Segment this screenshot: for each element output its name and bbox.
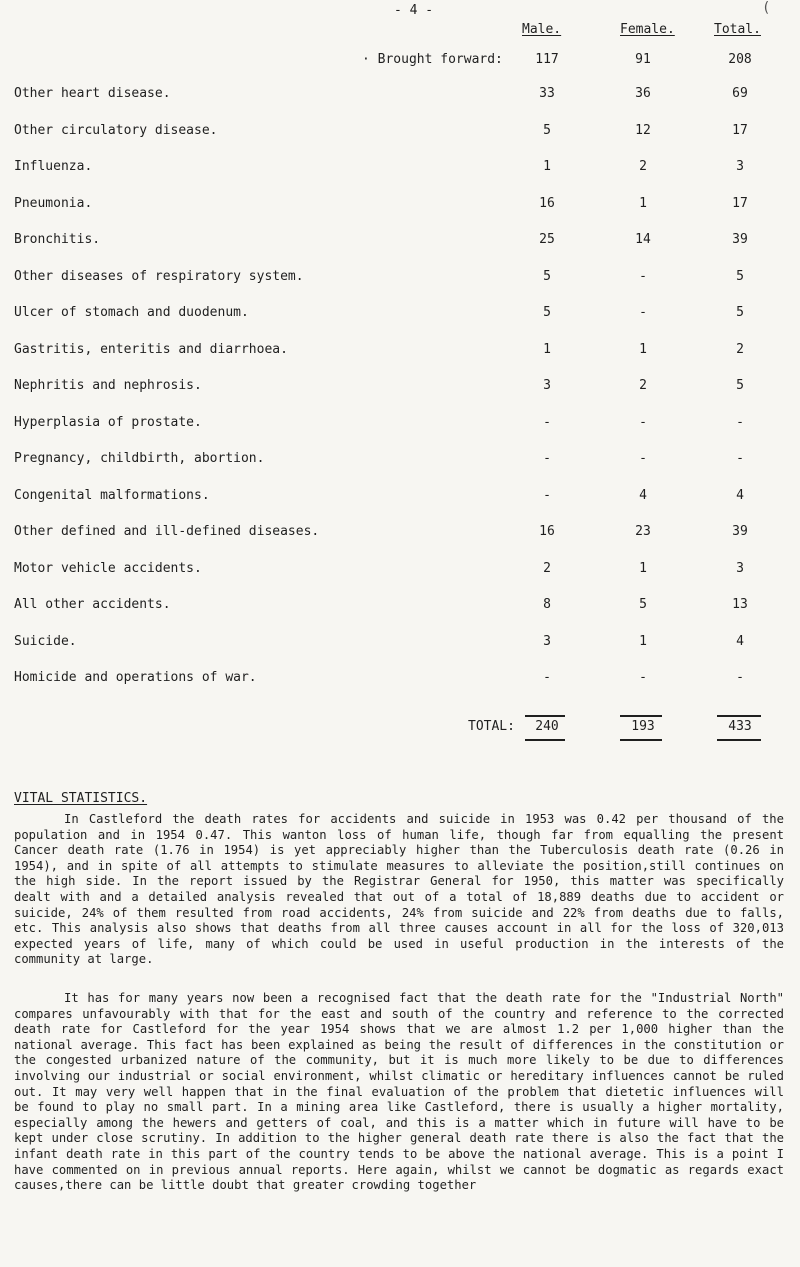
female-value: 12	[635, 122, 651, 138]
row-label: Motor vehicle accidents.	[14, 560, 202, 576]
totals-underline-total	[717, 739, 761, 741]
male-value: 5	[543, 268, 551, 284]
female-value: -	[639, 268, 647, 284]
row-label: · Brought forward:	[362, 52, 503, 67]
row-label: Other circulatory disease.	[14, 122, 218, 138]
female-value: 1	[639, 633, 647, 649]
female-value: 91	[635, 52, 651, 67]
female-value: 36	[635, 86, 651, 101]
male-value: 5	[543, 122, 551, 138]
row-label: Nephritis and nephrosis.	[14, 378, 202, 393]
column-header-female: Female.	[620, 22, 675, 37]
row-label: Bronchitis.	[14, 232, 101, 247]
male-value: 5	[543, 305, 551, 320]
male-value: 3	[543, 378, 551, 393]
female-value: 1	[639, 560, 647, 576]
female-value: 1	[639, 195, 647, 211]
female-value: -	[639, 305, 647, 320]
row-label: Homicide and operations of war.	[14, 670, 257, 685]
row-label: Hyperplasia of prostate.	[14, 414, 202, 430]
row-label: Congenital malformations.	[14, 487, 210, 503]
male-value: 3	[543, 633, 551, 649]
table-row	[0, 342, 800, 362]
table-row	[0, 305, 800, 325]
male-value: 33	[539, 86, 555, 101]
male-value: -	[543, 487, 551, 503]
grand-total: 433	[728, 719, 752, 734]
table-row	[0, 670, 800, 690]
table-row	[0, 86, 800, 106]
paragraph-industrial-north: It has for many years now been a recognised fact that the death rate for the "Industrial North" compares unfavourably with that for the east and south of the country and reference to the corrected death rate for Castleford for the year 1954 shows that we are almost 1.2 per 1,000 higher than the national average. This fact has been explained as being the result of differences in the constitution or the congested urbanized nature of the community, but it is much more likely to be due to differences involving our industrial or social environment, whilst climatic or hereditary influences cannot be ruled out. It may very well happen that in the final evaluation of the problem that dietetic influences will be found to play no small part. In a mining area like Castleford, there is usually a higher mortality, especially among the hewers and getters of coal, and this is a matter which in future will have to be kept under close scrutiny. In addition to the higher general death rate there is also the fact that the infant death rate in this part of the country tends to be above the national average. This is a point I have commented on in previous annual reports. Here again, whilst we cannot be dogmatic as regards exact causes,there can be little doubt that greater crowding together	[14, 991, 784, 1193]
female-value: 2	[639, 159, 647, 174]
table-row	[0, 451, 800, 471]
row-label: Other diseases of respiratory system.	[14, 268, 304, 284]
table-row	[0, 159, 800, 179]
table-row	[0, 561, 800, 581]
male-total: 240	[535, 719, 559, 734]
total-value: 69	[732, 86, 748, 101]
row-label: Ulcer of stomach and duodenum.	[14, 305, 249, 320]
table-row	[0, 378, 800, 398]
total-value: 4	[736, 633, 744, 649]
female-value: 1	[639, 341, 647, 357]
table-row	[0, 488, 800, 508]
total-value: 5	[736, 305, 744, 320]
totals-rule-total	[717, 715, 761, 717]
totals-rule-female	[620, 715, 662, 717]
page-number: - 4 -	[394, 3, 434, 18]
table-row	[0, 196, 800, 216]
section-heading-vital-statistics: VITAL STATISTICS.	[14, 791, 148, 806]
male-value: 16	[539, 195, 555, 211]
row-label: Influenza.	[14, 159, 93, 174]
male-value: 25	[539, 232, 555, 247]
total-value: 13	[732, 597, 748, 612]
female-total: 193	[631, 719, 655, 734]
female-value: -	[639, 451, 647, 466]
total-value: 208	[728, 52, 752, 67]
row-label: Pneumonia.	[14, 195, 93, 211]
table-row	[0, 123, 800, 143]
total-value: 39	[732, 524, 748, 539]
brought-forward-row	[0, 52, 800, 72]
table-row	[0, 524, 800, 544]
column-header-total: Total.	[714, 22, 761, 37]
row-label: All other accidents.	[14, 597, 171, 612]
female-value: -	[639, 670, 647, 685]
female-value: 14	[635, 232, 651, 247]
row-label: Pregnancy, childbirth, abortion.	[14, 451, 265, 466]
total-value: -	[736, 451, 744, 466]
totals-underline-female	[620, 739, 662, 741]
total-value: 39	[732, 232, 748, 247]
male-value: -	[543, 670, 551, 685]
totals-rule-male	[525, 715, 565, 717]
total-value: 5	[736, 268, 744, 284]
total-value: 17	[732, 122, 748, 138]
table-row	[0, 269, 800, 289]
total-value: 2	[736, 341, 744, 357]
male-value: 16	[539, 524, 555, 539]
total-value: 17	[732, 195, 748, 211]
column-header-male: Male.	[522, 22, 562, 37]
row-label: Other heart disease.	[14, 86, 171, 101]
totals-row	[0, 719, 800, 739]
total-value: -	[736, 670, 744, 685]
male-value: -	[543, 451, 551, 466]
row-label: Suicide.	[14, 633, 77, 649]
totals-label: TOTAL:	[468, 719, 515, 734]
table-row	[0, 415, 800, 435]
row-label: Other defined and ill-defined diseases.	[14, 524, 320, 539]
female-value: 23	[635, 524, 651, 539]
female-value: 2	[639, 378, 647, 393]
total-value: 3	[736, 560, 744, 576]
total-value: 3	[736, 159, 744, 174]
total-value: 5	[736, 378, 744, 393]
male-value: 2	[543, 560, 551, 576]
total-value: -	[736, 414, 744, 430]
table-row	[0, 232, 800, 252]
male-value: 8	[543, 597, 551, 612]
page-corner-mark: (	[762, 0, 771, 16]
male-value: 117	[535, 52, 559, 67]
totals-underline-male	[525, 739, 565, 741]
female-value: -	[639, 414, 647, 430]
male-value: -	[543, 414, 551, 430]
row-label: Gastritis, enteritis and diarrhoea.	[14, 341, 288, 357]
table-row	[0, 634, 800, 654]
male-value: 1	[543, 159, 551, 174]
female-value: 5	[639, 597, 647, 612]
female-value: 4	[639, 487, 647, 503]
table-row	[0, 597, 800, 617]
male-value: 1	[543, 341, 551, 357]
total-value: 4	[736, 487, 744, 503]
paragraph-accidents-suicide: In Castleford the death rates for accidents and suicide in 1953 was 0.42 per thousand of the population and in 1954 0.47. This wanton loss of human life, though far from equalling the present Cancer death rate (1.76 in 1954) is yet appreciably higher than the Tuberculosis death rate (0.26 in 1954), and in spite of all attempts to stimulate measures to alleviate the position,still continues on the high side. In the report issued by the Registrar General for 1950, this matter was specifically dealt with and a detailed analysis revealed that out of a total of 18,889 deaths due to accident or suicide, 24% of them resulted from road accidents, 24% from suicide and 22% from deaths due to falls, etc. This analysis also shows that deaths from all three causes account in all for the loss of 320,013 expected years of life, many of which could be used in useful production in the interests of the community at large.	[14, 812, 784, 967]
